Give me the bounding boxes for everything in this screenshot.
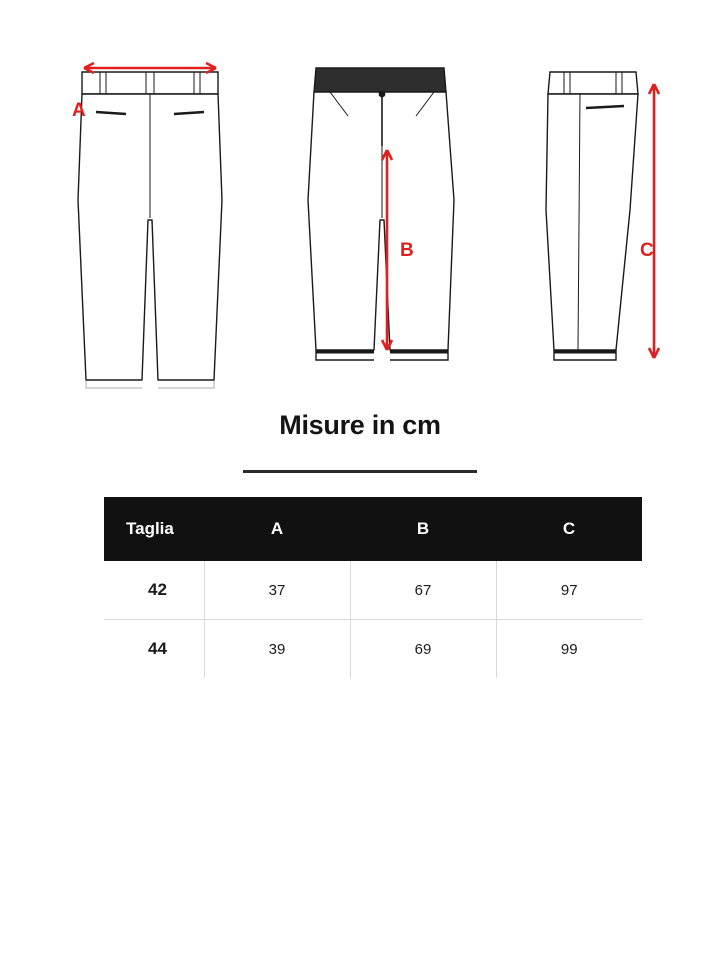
- cell-c: 99: [560, 640, 578, 658]
- size-table: [104, 497, 642, 678]
- cell-a: 39: [204, 620, 350, 679]
- table-row: [104, 561, 642, 620]
- page-title: Misure in cm: [279, 410, 441, 440]
- cell-size: 44: [104, 620, 204, 679]
- table-header-size: Taglia: [104, 497, 204, 561]
- cell-c: 97: [496, 561, 642, 620]
- cell-a: 37: [204, 561, 350, 620]
- table-header-row: [104, 497, 642, 561]
- cell-b: 67: [350, 561, 496, 620]
- measure-label-b: B: [400, 240, 414, 261]
- table-row: [104, 620, 642, 679]
- cell-b: 69: [350, 620, 496, 679]
- table-header-b: B: [350, 497, 496, 561]
- table-header-a: A: [204, 497, 350, 561]
- trousers-side-view: [290, 50, 470, 400]
- size-table-wrapper: [104, 497, 642, 678]
- measure-arrow-c: [649, 84, 659, 358]
- trousers-front-view: [60, 50, 240, 400]
- cell-size: 42: [104, 561, 204, 620]
- measure-label-c: C: [640, 240, 654, 261]
- measure-label-a: A: [72, 100, 86, 121]
- title-divider: [243, 470, 477, 473]
- trousers-back-view: [520, 50, 700, 400]
- garment-diagrams: [0, 50, 720, 400]
- table-header-c: C: [496, 497, 642, 561]
